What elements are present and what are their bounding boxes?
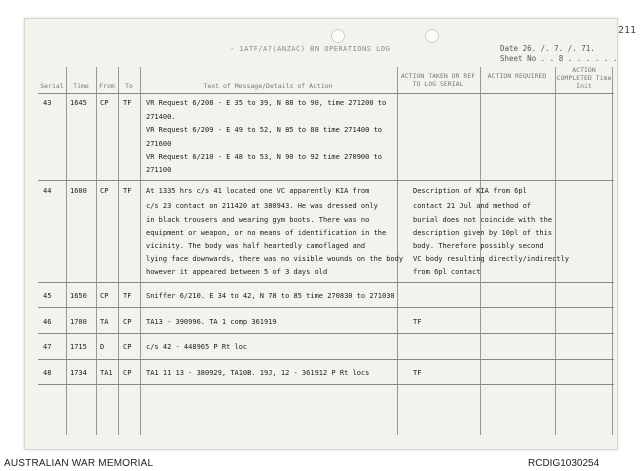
action-taken-line: TF bbox=[413, 369, 422, 377]
page-number: 211 bbox=[618, 25, 637, 36]
entry-serial: 47 bbox=[43, 343, 52, 351]
row-rule bbox=[38, 333, 614, 334]
header-from: From bbox=[99, 82, 115, 90]
punch-hole bbox=[425, 29, 439, 43]
entry-from: CP bbox=[100, 292, 109, 300]
entry-time: 1645 bbox=[70, 99, 87, 107]
row-rule bbox=[38, 384, 614, 385]
header-action-taken: ACTION TAKEN OR REF TO LOG SERIAL bbox=[400, 72, 476, 88]
date-value: 26. /. 7. /. 71. bbox=[522, 44, 595, 53]
sheet-number-field: Sheet No . . 8 . . . . . . bbox=[500, 54, 618, 63]
action-taken-line: from 6pl contact bbox=[413, 268, 481, 276]
footer-record-id: RCDIG1030254 bbox=[528, 458, 600, 469]
entry-text-line: TA13 - 390996. TA 1 comp 361919 bbox=[146, 318, 277, 326]
entry-to: CP bbox=[123, 369, 132, 377]
column-divider bbox=[96, 67, 97, 435]
entry-time: 1715 bbox=[70, 343, 87, 351]
header-to: To bbox=[125, 82, 133, 90]
action-taken-line: burial does not coincide with the bbox=[413, 216, 553, 224]
entry-serial: 43 bbox=[43, 99, 52, 107]
punch-hole bbox=[331, 29, 345, 43]
entry-text-line: lying face downwards, there was no visible wounds on the body bbox=[146, 255, 404, 263]
column-divider bbox=[118, 67, 119, 435]
action-taken-line: body. Therefore possibly second bbox=[413, 242, 544, 250]
entry-text-line: in black trousers and wearing gym boots. There was no bbox=[146, 216, 370, 224]
column-divider bbox=[612, 67, 613, 435]
header-serial: Serial bbox=[40, 82, 64, 90]
action-taken-line: description given by 10pl of this bbox=[413, 229, 553, 237]
row-rule bbox=[38, 359, 614, 360]
header-rule bbox=[38, 93, 614, 94]
entry-from: D bbox=[100, 343, 105, 351]
header-text: Text of Message/Details of Action bbox=[203, 82, 333, 90]
header-action-required: ACTION REQUIRED bbox=[487, 72, 547, 80]
entry-to: CP bbox=[123, 318, 132, 326]
row-rule bbox=[38, 180, 614, 181]
entry-time: 1600 bbox=[70, 187, 87, 195]
entry-to: CP bbox=[123, 343, 132, 351]
entry-text-line: TA1 11 13 - 380929, TA10B. 19J, 12 - 361912 P Rt locs bbox=[146, 369, 370, 377]
date-field bbox=[500, 44, 595, 53]
entry-text-line: VR Request 6/208 - E 35 to 39, N 88 to 90, time 271200 to bbox=[146, 99, 387, 107]
log-title: - 1ATF/A7(ANZAC) BN OPERATIONS LOG bbox=[230, 45, 391, 53]
entry-text-line: VR Request 6/209 - E 49 to 52, N 85 to 88 time 271400 to bbox=[146, 126, 383, 134]
sheet-value: 8 bbox=[558, 54, 564, 63]
date-label: Date bbox=[500, 44, 519, 53]
entry-from: TA bbox=[100, 318, 109, 326]
action-taken-line: contact 21 Jul and method of bbox=[413, 202, 532, 210]
entry-text-line: VR Request 6/210 - E 48 to 53, N 90 to 92 time 270900 to bbox=[146, 153, 383, 161]
entry-text-line: 271100 bbox=[146, 166, 172, 174]
entry-text-line: however it appeared between 5 of 3 days old bbox=[146, 268, 328, 276]
header-time: Time bbox=[73, 82, 89, 90]
entry-to: TF bbox=[123, 292, 132, 300]
entry-time: 1650 bbox=[70, 292, 87, 300]
action-taken-line: Description of KIA from 6pl bbox=[413, 187, 527, 195]
entry-serial: 45 bbox=[43, 292, 52, 300]
entry-serial: 48 bbox=[43, 369, 52, 377]
entry-from: CP bbox=[100, 99, 109, 107]
entry-to: TF bbox=[123, 187, 132, 195]
entry-text-line: c/s 42 - 448965 P Rt loc bbox=[146, 343, 248, 351]
entry-from: TA1 bbox=[100, 369, 113, 377]
entry-text-line: vicinity. The body was half heartedly camoflaged and bbox=[146, 242, 366, 250]
column-divider bbox=[555, 67, 556, 435]
entry-time: 1700 bbox=[70, 318, 87, 326]
row-rule bbox=[38, 282, 614, 283]
entry-to: TF bbox=[123, 99, 132, 107]
column-divider bbox=[480, 67, 481, 435]
entry-serial: 46 bbox=[43, 318, 52, 326]
column-divider bbox=[140, 67, 141, 435]
entry-text-line: 271400. bbox=[146, 113, 176, 121]
action-taken-line: VC body resulting directly/indirectly bbox=[413, 255, 569, 263]
row-rule bbox=[38, 307, 614, 308]
entry-from: CP bbox=[100, 187, 109, 195]
sheet-label: Sheet No bbox=[500, 54, 537, 63]
column-divider bbox=[397, 67, 398, 435]
entry-text-line: Sniffer 6/210. E 34 to 42, N 78 to 85 time 270830 to 271030 bbox=[146, 292, 395, 300]
entry-time: 1734 bbox=[70, 369, 87, 377]
entry-text-line: 271600 bbox=[146, 140, 172, 148]
action-taken-line: TF bbox=[413, 318, 422, 326]
entry-text-line: c/s 23 contact on 211420 at 380943. He was dressed only bbox=[146, 202, 378, 210]
entry-text-line: At 1335 hrs c/s 41 located one VC apparently KIA from bbox=[146, 187, 370, 195]
column-divider bbox=[66, 67, 67, 435]
entry-text-line: equipment or weapon, or no means of identification in the bbox=[146, 229, 387, 237]
entry-serial: 44 bbox=[43, 187, 52, 195]
header-action-completed: ACTION COMPLETED Time Init bbox=[556, 66, 612, 90]
footer-archive-name: AUSTRALIAN WAR MEMORIAL bbox=[4, 458, 154, 469]
